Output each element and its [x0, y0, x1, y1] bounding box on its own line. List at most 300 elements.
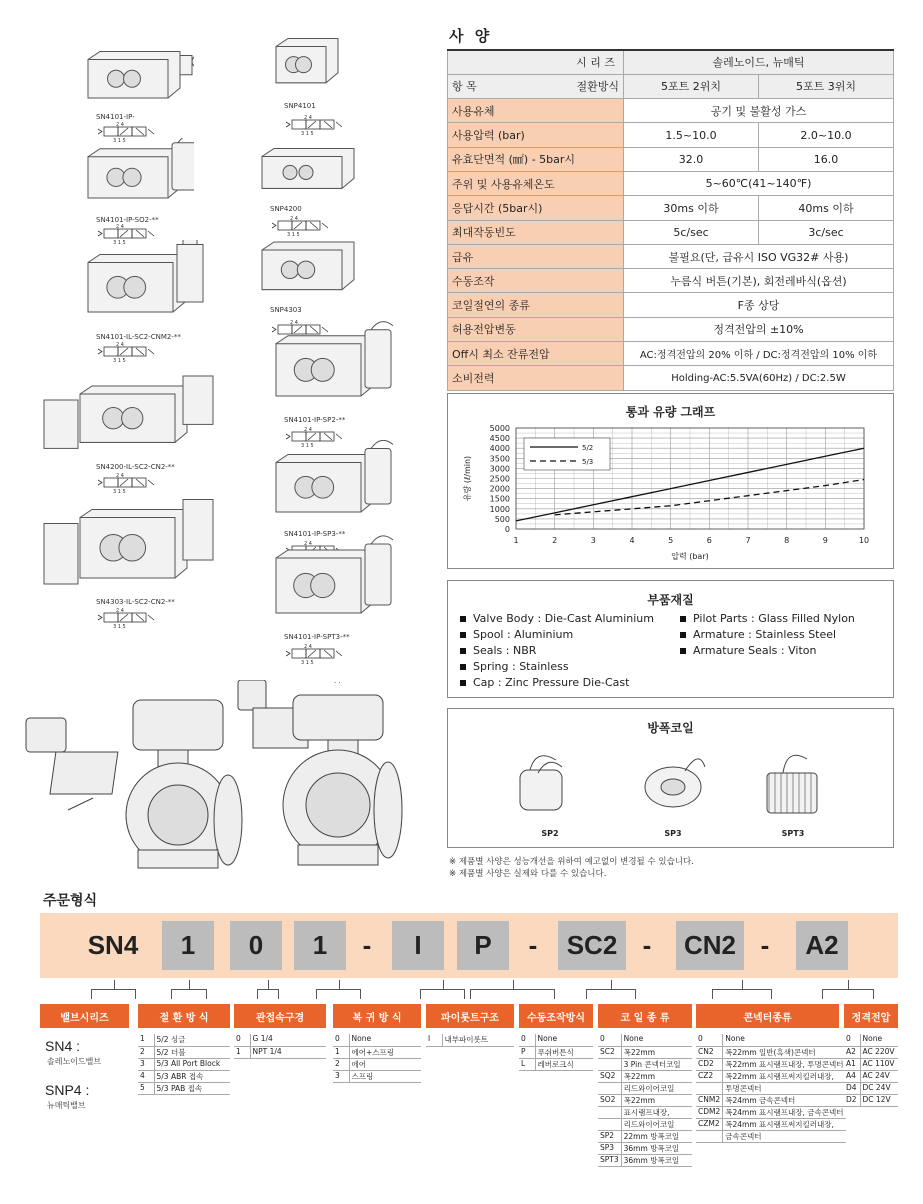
svg-text:2 4: 2 4: [304, 644, 312, 650]
explosion-proof-coil-spt3: [753, 745, 833, 838]
code-segment: 1: [162, 921, 214, 970]
option-desc: 22mm 방폭코일: [621, 1130, 692, 1142]
coil-label: SP2: [541, 829, 559, 838]
code-separator: -: [362, 930, 372, 960]
valve-model-label: SN4101-IP-SPT3-**: [284, 633, 350, 641]
category-header: 절 환 방 식: [138, 1004, 230, 1028]
code-segment: 0: [230, 921, 282, 970]
option-row: [234, 1046, 326, 1058]
option-code: SQ2: [598, 1070, 621, 1082]
option-row: [696, 1130, 846, 1142]
explosion-proof-coil-sp2: [510, 745, 590, 838]
option-desc: None: [723, 1034, 846, 1046]
category-header: 복 귀 방 식: [333, 1004, 421, 1028]
option-row: [138, 1082, 230, 1094]
option-row: [138, 1070, 230, 1082]
option-code: CNM2: [696, 1094, 723, 1106]
pneumatic-symbol: [96, 341, 158, 367]
option-desc: NPT 1/4: [250, 1046, 326, 1058]
option-code: SPT3: [598, 1154, 621, 1166]
spec-table: [447, 49, 894, 391]
option-table-manual: [519, 1034, 593, 1071]
option-desc: 폭24mm 금속콘넥터: [723, 1094, 846, 1106]
option-row: [333, 1046, 421, 1058]
svg-text:2 4: 2 4: [116, 342, 124, 348]
option-desc: None: [349, 1034, 421, 1046]
material-item: Spool : Aluminium: [460, 627, 654, 643]
option-code: 5: [138, 1082, 154, 1094]
spec-col1-header: 5포트 2위치: [624, 74, 759, 98]
option-row: [598, 1058, 692, 1070]
code-connector-stem: [513, 980, 514, 989]
option-row: [696, 1118, 846, 1130]
option-code: CDM2: [696, 1106, 723, 1118]
materials-title: 부품재질: [647, 593, 694, 607]
option-desc: None: [535, 1034, 593, 1046]
option-desc: 푸쉬버튼식: [535, 1046, 593, 1058]
option-row: [598, 1082, 692, 1094]
option-code: A4: [844, 1070, 860, 1082]
code-connector-stem: [443, 980, 444, 989]
category-header: 수동조작방식: [519, 1004, 593, 1028]
option-table-coil: [598, 1034, 692, 1167]
spec-row: [448, 342, 894, 366]
valve-drawing-4: [40, 372, 215, 460]
spec-row-value-v1: 32.0: [624, 147, 759, 171]
explosion-proof-title: 방폭코일: [647, 721, 694, 735]
option-row: [333, 1034, 421, 1046]
option-desc: 36mm 방폭코일: [621, 1142, 692, 1154]
spec-row-label: 사용유체: [448, 99, 624, 123]
code-connector: [712, 989, 772, 999]
option-desc: None: [621, 1034, 692, 1046]
option-table-pilot: [426, 1034, 514, 1047]
option-desc: 레버로크식: [535, 1058, 593, 1070]
y-tick-label: 1000: [489, 504, 510, 514]
option-desc: None: [860, 1034, 898, 1046]
code-connector: [171, 989, 207, 999]
option-row: [844, 1094, 898, 1106]
option-code: 2: [138, 1046, 154, 1058]
spec-row-value: 5~60℃(41~140℉): [624, 171, 894, 195]
code-connector-stem: [114, 980, 115, 989]
option-row: [696, 1106, 846, 1118]
materials-right-list: [680, 611, 855, 659]
option-code: 0: [234, 1034, 250, 1046]
spec-row: [448, 244, 894, 268]
code-connector: [316, 989, 361, 999]
code-separator: -: [642, 930, 652, 960]
option-row: [696, 1034, 846, 1046]
option-row: [696, 1094, 846, 1106]
note-2: ※ 제품별 사양은 실제와 다를 수 있습니다.: [449, 869, 607, 879]
x-tick-label: 9: [822, 536, 828, 545]
spec-row-label: 최대작동빈도: [448, 220, 624, 244]
option-desc: 내부파이롯트: [442, 1034, 514, 1046]
x-tick-label: 1: [513, 536, 519, 545]
option-code: 0: [696, 1034, 723, 1046]
spec-row-value-v2: 3c/sec: [759, 220, 894, 244]
option-row: [138, 1034, 230, 1046]
option-row: [696, 1070, 846, 1082]
spec-row-value-v2: 2.0~10.0: [759, 123, 894, 147]
option-code: 0: [333, 1034, 349, 1046]
valve-model-label: SNP4200: [270, 205, 302, 213]
y-tick-label: 5000: [489, 424, 510, 433]
option-table-port: [234, 1034, 326, 1059]
category-header: 관접속구경: [234, 1004, 326, 1028]
series-desc-sn4: 솔레노이드밸브: [47, 1057, 102, 1066]
spec-row-value-v1: 1.5~10.0: [624, 123, 759, 147]
option-desc: 리드와이어코일: [621, 1118, 692, 1130]
option-desc: 5/3 All Port Block: [154, 1058, 230, 1070]
option-code: SP2: [598, 1130, 621, 1142]
series-code-snp4: SNP4 :: [45, 1082, 90, 1098]
spec-item-switch-header: [448, 74, 624, 98]
spec-row-value-v1: 30ms 이하: [624, 196, 759, 220]
option-code: A2: [844, 1046, 860, 1058]
svg-text:3 1 5: 3 1 5: [301, 443, 314, 448]
option-code: 2: [333, 1058, 349, 1070]
option-row: [519, 1058, 593, 1070]
option-row: [844, 1046, 898, 1058]
svg-text:3 1 5: 3 1 5: [113, 138, 126, 143]
option-code: I: [426, 1034, 442, 1046]
option-desc: 폭24mm 표시램프내장, 금속콘넥터: [723, 1106, 846, 1118]
valve-drawing-5: [40, 490, 230, 600]
code-connector-stem: [339, 980, 340, 989]
option-row: [138, 1046, 230, 1058]
option-desc: 폭22mm 표시램프내장, 투명콘넥터: [723, 1058, 846, 1070]
y-tick-label: 4000: [489, 444, 510, 454]
y-tick-label: 1500: [489, 494, 510, 504]
option-code: CZ2: [696, 1070, 723, 1082]
note-1: ※ 제품별 사양은 성능개선을 위하여 예고없이 변경될 수 있습니다.: [449, 857, 694, 867]
notes: [449, 856, 694, 880]
code-segment: SC2: [558, 921, 626, 970]
spec-series-value: 솔레노이드, 뉴매틱: [624, 50, 894, 74]
option-code: 1: [333, 1046, 349, 1058]
option-desc: AC 220V: [860, 1046, 898, 1058]
order-title: 주문형식: [43, 893, 98, 909]
valve-drawing-9: [272, 320, 402, 415]
valve-model-label: SN4101-IP-: [96, 113, 135, 121]
x-tick-label: 7: [745, 536, 751, 545]
x-axis-label: 압력 (bar): [671, 552, 709, 561]
option-row: [519, 1034, 593, 1046]
svg-text:2 4: 2 4: [304, 427, 312, 433]
code-segment: I: [392, 921, 444, 970]
materials-box: [447, 580, 894, 698]
spec-row-label: 허용전압변동: [448, 317, 624, 341]
spec-row: [448, 123, 894, 147]
option-row: [598, 1034, 692, 1046]
category-header: 파이롯트구조: [426, 1004, 514, 1028]
option-desc: 5/3 PAB 접속: [154, 1082, 230, 1094]
svg-text:3 1 5: 3 1 5: [287, 232, 300, 237]
actuator-valve-illustration-1: [18, 680, 248, 875]
material-item: Pilot Parts : Glass Filled Nylon: [680, 611, 855, 627]
flow-chart: [448, 394, 893, 568]
spec-row: [448, 366, 894, 390]
drawing-mark: · ·: [334, 679, 341, 687]
option-desc: 5/2 싱글: [154, 1034, 230, 1046]
option-row: [333, 1058, 421, 1070]
code-segment: SN4: [87, 930, 139, 960]
svg-text:2 4: 2 4: [304, 115, 312, 121]
material-item: Valve Body : Die-Cast Aluminium: [460, 611, 654, 627]
spec-row: [448, 99, 894, 123]
material-item: Armature Seals : Viton: [680, 643, 855, 659]
svg-text:3 1 5: 3 1 5: [113, 358, 126, 363]
pneumatic-symbol: [96, 607, 158, 633]
spec-row-label: 코일절연의 종류: [448, 293, 624, 317]
y-tick-label: 3000: [489, 464, 510, 474]
option-code: 0: [519, 1034, 535, 1046]
valve-drawing-11: [272, 533, 402, 633]
spec-row: [448, 196, 894, 220]
option-desc: 표시램프내장,: [621, 1106, 692, 1118]
option-desc: 폭22mm: [621, 1094, 692, 1106]
svg-text:2 4: 2 4: [116, 473, 124, 479]
option-code: CN2: [696, 1046, 723, 1058]
graph-title: 통과 유량 그래프: [625, 405, 716, 419]
option-code: D2: [844, 1094, 860, 1106]
category-header: 콘넥터종류: [696, 1004, 839, 1028]
explosion-proof-coil-sp3: [633, 745, 713, 838]
option-code: D4: [844, 1082, 860, 1094]
option-desc: 폭24mm 표시램프써지킬러내장,: [723, 1118, 846, 1130]
series-code-sn4: SN4 :: [45, 1038, 81, 1054]
option-row: [598, 1154, 692, 1166]
valve-model-label: SN4101-IP-SO2-**: [96, 216, 159, 224]
x-tick-label: 10: [858, 536, 870, 545]
option-code: L: [519, 1058, 535, 1070]
option-code: CD2: [696, 1058, 723, 1070]
spec-row: [448, 147, 894, 171]
code-connector: [586, 989, 636, 999]
x-tick-label: 6: [706, 536, 712, 545]
option-code: 3: [138, 1058, 154, 1070]
y-tick-label: 2000: [489, 484, 510, 494]
option-row: [598, 1118, 692, 1130]
y-axis-label: 유량 (ℓ/min): [463, 455, 472, 502]
spec-row: [448, 317, 894, 341]
option-desc: AC 110V: [860, 1058, 898, 1070]
spec-item-label: 항 목: [452, 80, 477, 94]
x-tick-label: 5: [668, 536, 674, 545]
category-header: 밸브시리즈: [40, 1004, 129, 1028]
spec-row-label: 수동조작: [448, 269, 624, 293]
code-separator: -: [760, 930, 770, 960]
option-desc: 금속콘넥터: [723, 1130, 846, 1142]
spec-row-value: 공기 및 불활성 가스: [624, 99, 894, 123]
x-tick-label: 2: [552, 536, 558, 545]
option-row: [234, 1034, 326, 1046]
spec-row-label: Off시 최소 잔류전압: [448, 342, 624, 366]
option-code: 1: [138, 1034, 154, 1046]
x-tick-label: 3: [590, 536, 596, 545]
code-connector-stem: [848, 980, 849, 989]
svg-text:2 4: 2 4: [116, 122, 124, 128]
option-code: 0: [844, 1034, 860, 1046]
pneumatic-symbol: [284, 643, 346, 669]
option-table-voltage: [844, 1034, 898, 1107]
spec-col2-header: 5포트 3위치: [759, 74, 894, 98]
explosion-proof-box: [447, 708, 894, 848]
category-header: 코 일 종 류: [598, 1004, 692, 1028]
option-desc: 에어: [349, 1058, 421, 1070]
option-code: [598, 1082, 621, 1094]
option-code: [696, 1082, 723, 1094]
option-row: [598, 1142, 692, 1154]
option-desc: 리드와이어코일: [621, 1082, 692, 1094]
svg-text:2 4: 2 4: [116, 224, 124, 230]
svg-text:2 4: 2 4: [304, 541, 312, 547]
code-connector-stem: [268, 980, 269, 989]
option-code: P: [519, 1046, 535, 1058]
y-tick-label: 2500: [489, 474, 510, 484]
option-table-return: [333, 1034, 421, 1083]
option-code: 4: [138, 1070, 154, 1082]
option-code: CZM2: [696, 1118, 723, 1130]
spec-title: 사 양: [449, 27, 493, 45]
option-row: [844, 1070, 898, 1082]
x-tick-label: 8: [784, 536, 790, 545]
valve-model-label: SN4200-IL-SC2-CN2-**: [96, 463, 175, 471]
svg-text:3 1 5: 3 1 5: [113, 624, 126, 629]
code-segment: P: [457, 921, 509, 970]
spec-row: [448, 171, 894, 195]
option-row: [138, 1058, 230, 1070]
coil-label: SP3: [664, 829, 682, 838]
spec-row-label: 사용압력 (bar): [448, 123, 624, 147]
option-code: [696, 1130, 723, 1142]
code-connector: [91, 989, 136, 999]
material-item: Spring : Stainless: [460, 659, 654, 675]
option-row: [426, 1034, 514, 1046]
flow-graph-box: [447, 393, 894, 569]
option-desc: 5/3 ABR 접속: [154, 1070, 230, 1082]
coil-label: SPT3: [781, 829, 805, 838]
valve-model-label: SNP4101: [284, 102, 316, 110]
option-row: [598, 1106, 692, 1118]
valve-drawing-8: [258, 232, 368, 304]
valve-model-label: SN4101-IP-SP3-**: [284, 530, 346, 538]
valve-drawing-7: [258, 142, 368, 200]
spec-row-value-v2: 40ms 이하: [759, 196, 894, 220]
option-row: [844, 1034, 898, 1046]
code-segment: A2: [796, 921, 848, 970]
y-tick-label: 500: [494, 514, 510, 524]
option-desc: 3 Pin 콘넥터코일: [621, 1058, 692, 1070]
option-row: [696, 1046, 846, 1058]
svg-text:2 4: 2 4: [290, 216, 298, 222]
option-row: [598, 1094, 692, 1106]
option-row: [598, 1046, 692, 1058]
option-table-connector: [696, 1034, 846, 1143]
svg-text:3 1 5: 3 1 5: [113, 489, 126, 494]
option-code: [598, 1106, 621, 1118]
option-row: [696, 1082, 846, 1094]
option-desc: 5/2 더블: [154, 1046, 230, 1058]
valve-drawing-6: [272, 30, 352, 96]
code-connector: [822, 989, 874, 999]
pneumatic-symbol: [284, 114, 346, 140]
valve-model-label: SN4303-IL-SC2-CN2-**: [96, 598, 175, 606]
spec-row-value: 정격전압의 ±10%: [624, 317, 894, 341]
y-tick-label: 3500: [489, 454, 510, 464]
spec-row-value-v2: 16.0: [759, 147, 894, 171]
option-desc: DC 24V: [860, 1082, 898, 1094]
spec-row-label: 유효단면적 (㎟) - 5bar시: [448, 147, 624, 171]
spec-row-label: 주위 및 사용유체온도: [448, 171, 624, 195]
spec-row: [448, 269, 894, 293]
option-desc: 폭22mm 일반(흑색)콘넥터: [723, 1046, 846, 1058]
code-connector: [257, 989, 279, 999]
spec-row-value: F종 상당: [624, 293, 894, 317]
spec-row-label: 급유: [448, 244, 624, 268]
valve-drawing-10: [272, 440, 402, 530]
svg-text:3 1 5: 3 1 5: [301, 131, 314, 136]
material-item: Seals : NBR: [460, 643, 654, 659]
svg-text:3 1 5: 3 1 5: [113, 240, 126, 245]
option-code: 3: [333, 1070, 349, 1082]
y-tick-label: 0: [504, 525, 510, 534]
spec-row-value: AC:정격전압의 20% 이하 / DC:정격전압의 10% 이하: [624, 342, 894, 366]
code-connector: [420, 989, 465, 999]
code-connector-stem: [742, 980, 743, 989]
code-segment: CN2: [676, 921, 744, 970]
option-desc: 투명콘넥터: [723, 1082, 846, 1094]
valve-model-label: SNP4303: [270, 306, 302, 314]
code-connector-stem: [611, 980, 612, 989]
spec-row-value: Holding-AC:5.5VA(60Hz) / DC:2.5W: [624, 366, 894, 390]
code-separator: -: [528, 930, 538, 960]
y-tick-label: 4500: [489, 434, 510, 444]
option-desc: 에어+스프링: [349, 1046, 421, 1058]
spec-row: [448, 293, 894, 317]
option-code: 0: [598, 1034, 621, 1046]
option-desc: G 1/4: [250, 1034, 326, 1046]
option-code: [598, 1118, 621, 1130]
option-row: [519, 1046, 593, 1058]
option-code: SO2: [598, 1094, 621, 1106]
svg-text:2 4: 2 4: [290, 320, 298, 326]
option-code: 1: [234, 1046, 250, 1058]
option-desc: 스프링: [349, 1070, 421, 1082]
code-connector-stem: [189, 980, 190, 989]
valve-drawing-2: [84, 138, 194, 213]
option-code: SC2: [598, 1046, 621, 1058]
svg-text:2 4: 2 4: [116, 608, 124, 614]
option-code: [598, 1058, 621, 1070]
option-desc: AC 24V: [860, 1070, 898, 1082]
option-code: A1: [844, 1058, 860, 1070]
material-item: Armature : Stainless Steel: [680, 627, 855, 643]
option-desc: DC 12V: [860, 1094, 898, 1106]
spec-row-value: 불필요(단, 급유시 ISO VG32# 사용): [624, 244, 894, 268]
option-row: [844, 1058, 898, 1070]
option-code: SP3: [598, 1142, 621, 1154]
spec-row-value: 누름식 버튼(기본), 회전레바식(옵션): [624, 269, 894, 293]
spec-row: [448, 220, 894, 244]
valve-drawing-3: [84, 240, 214, 330]
spec-row-label: 소비전력: [448, 366, 624, 390]
option-desc: 폭22mm: [621, 1046, 692, 1058]
option-table-switching: [138, 1034, 230, 1095]
option-row: [598, 1070, 692, 1082]
